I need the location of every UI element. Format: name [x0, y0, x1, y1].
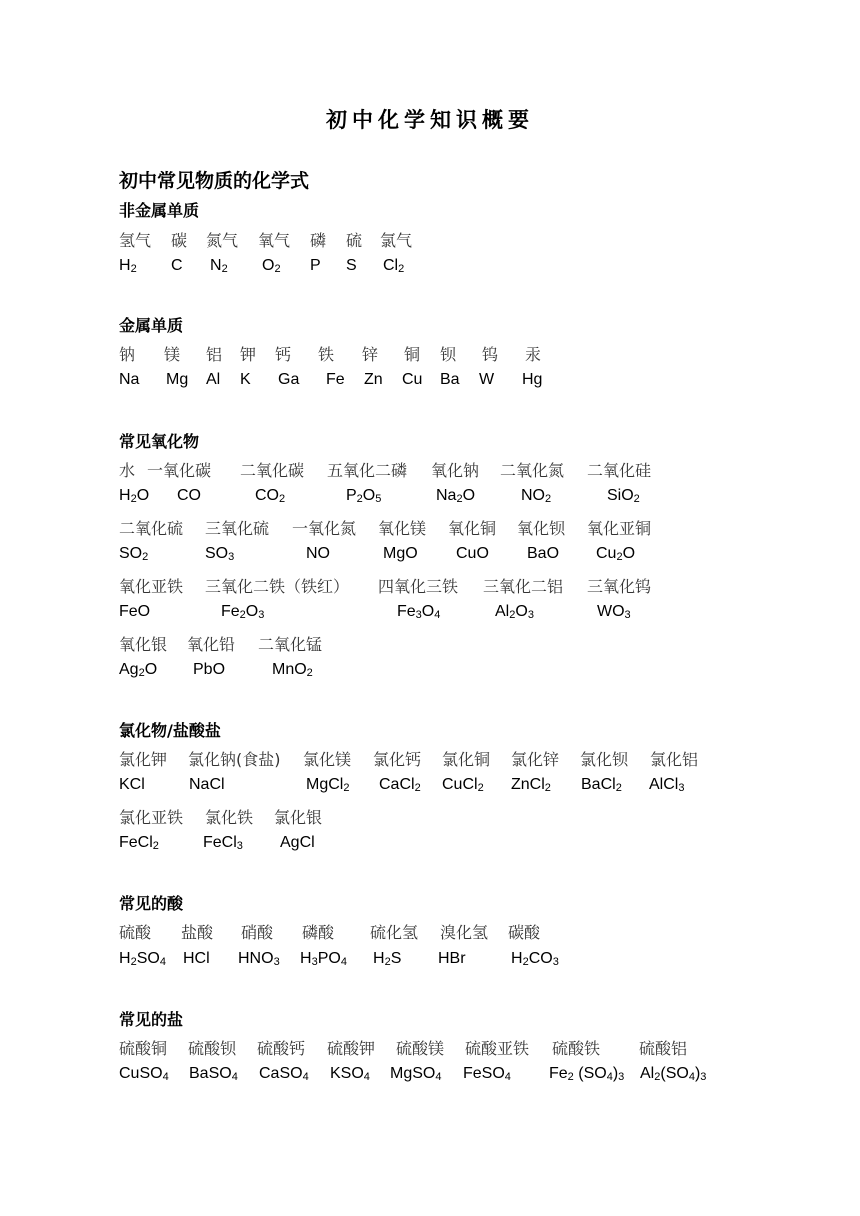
chemical-formula: Ba [440, 371, 460, 388]
substance-name: 钨 [482, 345, 499, 364]
chemical-formula: $Fe_2$ $(SO_4)_3$ [549, 1065, 625, 1083]
chemical-formula: BaO [527, 545, 560, 562]
substance-name: 碳 [171, 231, 188, 250]
chemical-formula: $H_2S$ [373, 950, 402, 968]
substance-name-row [0, 516, 860, 540]
chemical-formula: MnO$_2$ [272, 661, 313, 679]
chemical-formula: MgO [383, 545, 418, 562]
substance-name: 硫酸钾 [327, 1039, 376, 1058]
substance-name: 水 [119, 461, 136, 480]
chemical-formula: $H_2SO_4$ [119, 950, 166, 968]
formula-row [0, 1065, 860, 1089]
substance-name: 氯化铝 [650, 750, 699, 769]
chemical-formula: SiO$_2$ [607, 487, 640, 505]
chemical-formula: Mg [166, 371, 189, 388]
chemical-formula: $Ag_2O$ [119, 661, 158, 679]
substance-name: 三氧化二铝 [483, 577, 564, 596]
substance-name: 硝酸 [241, 923, 274, 942]
substance-name: 硫酸铝 [639, 1039, 688, 1058]
formula-row [0, 487, 860, 511]
substance-name-row [0, 632, 860, 656]
formula-row [0, 950, 860, 974]
substance-name: 氧化亚铜 [587, 519, 652, 538]
formula-row [0, 776, 860, 800]
chemical-formula: FeO [119, 603, 151, 620]
chemical-formula: CaCl$_2$ [379, 776, 421, 794]
substance-name: 一氧化氮 [292, 519, 357, 538]
substance-name: 氧化钡 [517, 519, 566, 538]
group-title: 金属单质 [119, 316, 184, 335]
chemical-formula: $H_2$ [119, 257, 137, 275]
chemical-formula: C [171, 257, 183, 274]
chemical-formula: CuSO$_4$ [119, 1065, 169, 1083]
substance-name: 铁 [318, 345, 335, 364]
substance-name: 氯化锌 [511, 750, 560, 769]
substance-name: 硫酸 [119, 923, 152, 942]
chemical-formula: AlCl$_3$ [649, 776, 685, 794]
substance-name: 硫酸亚铁 [465, 1039, 530, 1058]
substance-name-row [0, 747, 860, 771]
substance-name: 二氧化锰 [258, 635, 323, 654]
chemical-formula: Na [119, 371, 140, 388]
chemical-formula: P [310, 257, 321, 274]
substance-name: 氯化铁 [205, 808, 254, 827]
substance-name: 四氧化三铁 [378, 577, 459, 596]
chemical-formula: $P_2O_5$ [346, 487, 382, 505]
substance-name: 钙 [275, 345, 292, 364]
substance-name: 硫酸钙 [257, 1039, 306, 1058]
chemical-formula: FeCl$_3$ [203, 834, 243, 852]
chemical-formula: S [346, 257, 357, 274]
chemical-formula: $Fe_2O_3$ [221, 603, 265, 621]
substance-name: 磷酸 [302, 923, 335, 942]
chemical-formula: $KSO_4$ [330, 1065, 370, 1083]
formula-row [0, 545, 860, 569]
chemical-formula: W [479, 371, 495, 388]
substance-name: 盐酸 [181, 923, 214, 942]
formula-row [0, 661, 860, 685]
chemical-formula: $H_2O$ [119, 487, 150, 505]
chemical-formula: CO [177, 487, 201, 504]
substance-name-row [0, 920, 860, 944]
document-title: 初中化学知识概要 [326, 108, 534, 132]
substance-name: 硫酸镁 [396, 1039, 445, 1058]
substance-name: 硫化氢 [370, 923, 419, 942]
substance-name: 硫酸铁 [552, 1039, 601, 1058]
chemical-formula: $SO_2$ [119, 545, 149, 563]
substance-name-row [0, 342, 860, 366]
substance-name: 五氧化二磷 [327, 461, 408, 480]
chemical-formula: HCl [183, 950, 210, 967]
chemical-formula: $NO_2$ [521, 487, 552, 505]
chemical-formula: MgCl$_2$ [306, 776, 350, 794]
substance-name: 氧化镁 [378, 519, 427, 538]
substance-name: 氧气 [258, 231, 291, 250]
substance-name: 镁 [164, 345, 181, 364]
substance-name: 三氧化二铁（铁红） [205, 577, 350, 596]
chemical-formula: $Cl_2$ [383, 257, 405, 275]
substance-name-row [0, 228, 860, 252]
chemical-formula: Ga [278, 371, 300, 388]
substance-name: 汞 [525, 345, 542, 364]
chemical-formula: K [240, 371, 251, 388]
chemical-formula: $O_2$ [262, 257, 281, 275]
chemical-formula: Zn [364, 371, 383, 388]
substance-name: 氧化铅 [187, 635, 236, 654]
chemical-formula: $H_3PO_4$ [300, 950, 347, 968]
substance-name-row [0, 574, 860, 598]
chemical-formula: CuO [456, 545, 489, 562]
formula-row [0, 371, 860, 395]
group-title: 氯化物/盐酸盐 [119, 721, 221, 740]
substance-name: 氯化铜 [442, 750, 491, 769]
chemical-formula: BaCl$_2$ [581, 776, 622, 794]
group-title: 常见的盐 [119, 1010, 184, 1029]
substance-name: 氮气 [206, 231, 239, 250]
chemical-formula: Al [206, 371, 221, 388]
substance-name: 碳酸 [508, 923, 541, 942]
group-title: 非金属单质 [119, 201, 200, 220]
substance-name: 溴化氢 [440, 923, 489, 942]
chemical-formula: PbO [193, 661, 226, 678]
substance-name: 氧化铜 [448, 519, 497, 538]
substance-name: 二氧化硅 [587, 461, 652, 480]
group-title: 常见氧化物 [119, 432, 200, 451]
substance-name: 二氧化硫 [119, 519, 184, 538]
substance-name: 氧化银 [119, 635, 168, 654]
chemical-formula: FeCl$_2$ [119, 834, 159, 852]
substance-name: 磷 [310, 231, 327, 250]
chemical-formula: AgCl [280, 834, 315, 851]
substance-name: 氯化亚铁 [119, 808, 184, 827]
substance-name: 氧化亚铁 [119, 577, 184, 596]
chemical-formula: $Al_2O_3$ [495, 603, 534, 621]
substance-name: 三氧化硫 [205, 519, 270, 538]
formula-row [0, 257, 860, 281]
substance-name: 氯化银 [274, 808, 323, 827]
chemical-formula: CaSO$_4$ [259, 1065, 309, 1083]
substance-name: 硫酸钡 [188, 1039, 237, 1058]
chemical-formula: KCl [119, 776, 145, 793]
chemical-formula: $WO_3$ [597, 603, 631, 621]
chemical-formula: Cu [402, 371, 423, 388]
chemical-formula: Hg [522, 371, 543, 388]
substance-name: 锌 [362, 345, 379, 364]
chemical-formula: HBr [438, 950, 466, 967]
chemical-formula: $HNO_3$ [238, 950, 280, 968]
substance-name: 硫 [346, 231, 363, 250]
section-heading: 初中常见物质的化学式 [119, 170, 310, 192]
substance-name: 铝 [206, 345, 223, 364]
substance-name: 氯化钡 [580, 750, 629, 769]
substance-name: 钡 [440, 345, 457, 364]
substance-name: 氯化钾 [119, 750, 168, 769]
formula-row [0, 834, 860, 858]
substance-name: 铜 [404, 345, 421, 364]
chemical-formula: CuCl$_2$ [442, 776, 484, 794]
chemical-formula: Fe [326, 371, 345, 388]
chemical-formula: $Cu_2O$ [596, 545, 636, 563]
chemical-formula: FeSO$_4$ [463, 1065, 511, 1083]
substance-name: 氧化钠 [431, 461, 480, 480]
substance-name-row [0, 458, 860, 482]
substance-name: 氯化钙 [373, 750, 422, 769]
substance-name: 钾 [240, 345, 257, 364]
substance-name-row [0, 1036, 860, 1060]
substance-name: 二氧化碳 [240, 461, 305, 480]
formula-row [0, 603, 860, 627]
group-title: 常见的酸 [119, 894, 184, 913]
chemical-formula: $Al_2(SO_4)_3$ [640, 1065, 707, 1083]
substance-name: 氯化镁 [303, 750, 352, 769]
chemical-formula: $CO_2$ [255, 487, 286, 505]
chemical-formula: $N_2$ [210, 257, 228, 275]
chemical-formula: ZnCl$_2$ [511, 776, 551, 794]
substance-name: 钠 [119, 345, 136, 364]
chemical-formula: MgSO$_4$ [390, 1065, 442, 1083]
substance-name: 氯化钠(食盐) [188, 750, 281, 769]
substance-name: 氯气 [380, 231, 413, 250]
substance-name: 二氧化氮 [500, 461, 565, 480]
chemical-formula: $SO_3$ [205, 545, 235, 563]
substance-name: 一氧化碳 [147, 461, 212, 480]
chemical-formula: NO [306, 545, 330, 562]
chemical-formula: $Na_2O$ [436, 487, 476, 505]
substance-name: 三氧化钨 [587, 577, 652, 596]
chemical-formula: NaCl [189, 776, 225, 793]
chemical-formula: $Fe_3O_4$ [397, 603, 441, 621]
substance-name-row [0, 805, 860, 829]
chemical-formula: BaSO$_4$ [189, 1065, 238, 1083]
substance-name: 硫酸铜 [119, 1039, 168, 1058]
chemical-formula: $H_2CO_3$ [511, 950, 559, 968]
substance-name: 氢气 [119, 231, 152, 250]
